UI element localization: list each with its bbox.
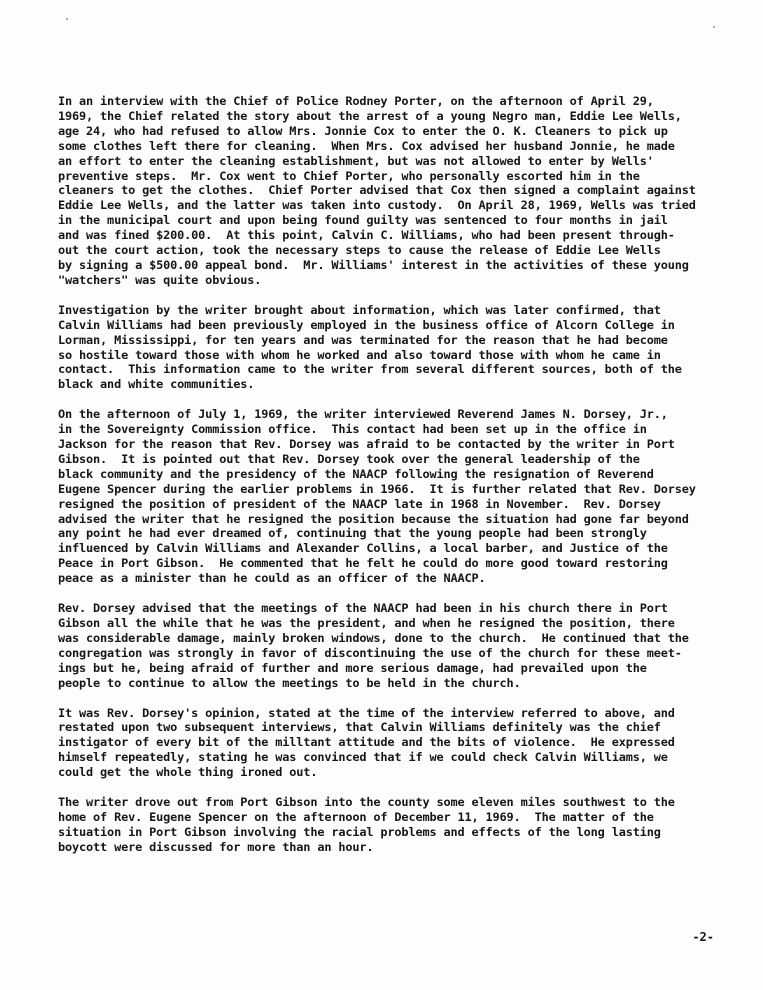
text-line: black community and the presidency of the NAACP following the resignation of Reverend <box>58 466 654 481</box>
paragraph <box>58 795 758 855</box>
text-line: some clothes left there for cleaning. When Mrs. Cox advised her husband Jonnie, he made <box>58 138 675 153</box>
text-line: and was fined $200.00. At this point, Calvin C. Williams, who had been present through- <box>58 228 675 243</box>
text-line: Peace in Port Gibson. He commented that he felt he could do more good toward restoring <box>58 556 668 571</box>
scan-speck-top-left <box>66 18 68 20</box>
text-line: Investigation by the writer brought about information, which was later confirmed, that <box>58 302 661 317</box>
paragraph <box>58 601 758 690</box>
text-line: "watchers" was quite obvious. <box>58 272 262 287</box>
text-line: The writer drove out from Port Gibson into the county some eleven miles southwest to the <box>58 795 675 810</box>
text-line: age 24, who had refused to allow Mrs. Jonnie Cox to enter the O. K. Cleaners to pick up <box>58 123 668 138</box>
text-line: Eugene Spencer during the earlier problems in 1966. It is further related that Rev. Dorsey <box>58 481 696 496</box>
text-line: Lorman, Mississippi, for ten years and was terminated for the reason that he had become <box>58 332 668 347</box>
text-line: boycott were discussed for more than an hour. <box>58 839 374 854</box>
text-line: contact. This information came to the writer from several different sources, both of the <box>58 362 682 377</box>
text-line: In an interview with the Chief of Police Rodney Porter, on the afternoon of April 29, <box>58 94 654 108</box>
text-line: ings but he, being afraid of further and more serious damage, had prevailed upon the <box>58 660 647 675</box>
text-line: advised the writer that he resigned the position because the situation had gone far beyond <box>58 511 689 526</box>
text-line: people to continue to allow the meetings to be held in the church. <box>58 675 521 690</box>
text-line: It was Rev. Dorsey's opinion, stated at the time of the interview referred to above, and <box>58 705 675 720</box>
scan-speck-top-right <box>713 26 715 28</box>
text-line: home of Rev. Eugene Spencer on the afternoon of December 11, 1969. The matter of the <box>58 809 654 824</box>
document-body <box>58 94 758 870</box>
text-line: influenced by Calvin Williams and Alexander Collins, a local barber, and Justice of the <box>58 541 668 556</box>
text-line: Eddie Lee Wells, and the latter was taken into custody. On April 28, 1969, Wells was tried <box>58 198 696 213</box>
text-line: was considerable damage, mainly broken windows, done to the church. He continued that the <box>58 630 689 645</box>
text-line: himself repeatedly, stating he was convinced that if we could check Calvin Williams, we <box>58 750 668 765</box>
paragraph <box>58 706 758 781</box>
text-line: in the municipal court and upon being found guilty was sentenced to four months in jail <box>58 213 668 228</box>
text-line: an effort to enter the cleaning establishment, but was not allowed to enter by Wells' <box>58 153 654 168</box>
text-line: Gibson. It is pointed out that Rev. Dorsey took over the general leadership of the <box>58 451 640 466</box>
text-line: any point he had ever dreamed of, continuing that the young people had been strongly <box>58 526 647 541</box>
text-line: resigned the position of president of the NAACP late in 1968 in November. Rev. Dorsey <box>58 496 661 511</box>
text-line: Rev. Dorsey advised that the meetings of the NAACP had been in his church there in Port <box>58 601 668 616</box>
text-line: out the court action, took the necessary steps to cause the release of Eddie Lee Wells <box>58 243 661 258</box>
text-line: peace as a minister than he could as an officer of the NAACP. <box>58 571 486 586</box>
text-line: black and white communities. <box>58 377 255 392</box>
text-line: 1969, the Chief related the story about the arrest of a young Negro man, Eddie Lee Wells, <box>58 108 682 123</box>
text-line: instigator of every bit of the milltant attitude and the bits of violence. He expressed <box>58 735 675 750</box>
text-line: so hostile toward those with whom he worked and also toward those with whom he came in <box>58 347 661 362</box>
text-line: situation in Port Gibson involving the racial problems and effects of the long lasting <box>58 824 661 839</box>
text-line: cleaners to get the clothes. Chief Porter advised that Cox then signed a complaint against <box>58 183 696 198</box>
text-line: Calvin Williams had been previously employed in the business office of Alcorn College in <box>58 317 675 332</box>
text-line: Jackson for the reason that Rev. Dorsey was afraid to be contacted by the writer in Port <box>58 437 675 452</box>
text-line: restated upon two subsequent interviews, that Calvin Williams definitely was the chief <box>58 720 661 735</box>
paragraph <box>58 407 758 586</box>
text-line: preventive steps. Mr. Cox went to Chief Porter, who personally escorted him in the <box>58 168 640 183</box>
page-number: -2- <box>692 930 714 944</box>
paragraph <box>58 94 758 288</box>
text-line: On the afternoon of July 1, 1969, the writer interviewed Reverend James N. Dorsey, Jr., <box>58 407 668 422</box>
text-line: by signing a $500.00 appeal bond. Mr. Williams' interest in the activities of these young <box>58 257 689 272</box>
text-line: congregation was strongly in favor of discontinuing the use of the church for these meet- <box>58 645 682 660</box>
text-line: in the Sovereignty Commission office. This contact had been set up in the office in <box>58 422 647 437</box>
paragraph <box>58 303 758 392</box>
text-line: could get the whole thing ironed out. <box>58 765 318 780</box>
text-line: Gibson all the while that he was the president, and when he resigned the position, there <box>58 616 675 630</box>
